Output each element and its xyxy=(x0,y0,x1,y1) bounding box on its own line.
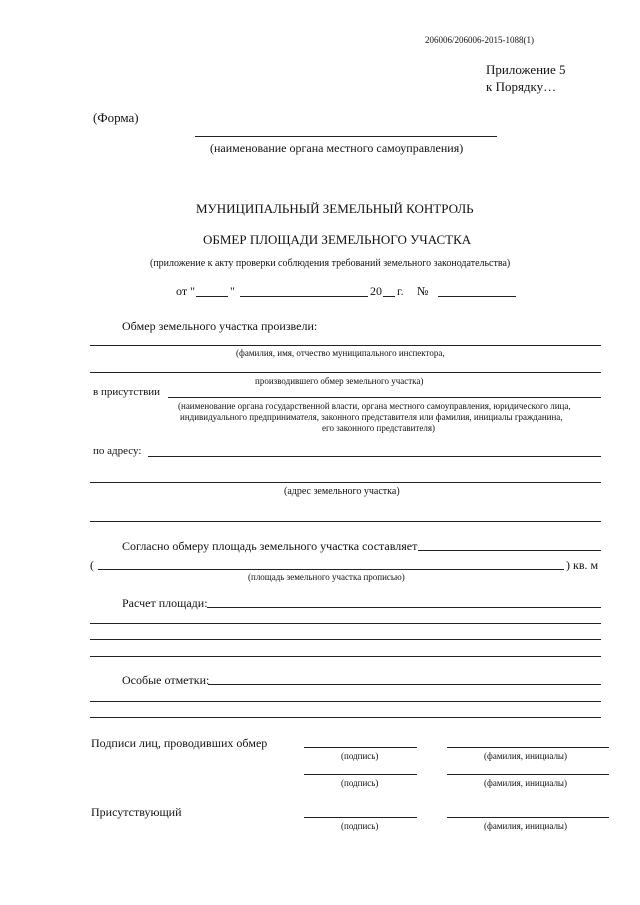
area-open-paren: ( xyxy=(90,558,94,572)
performer1-name-field[interactable] xyxy=(447,747,609,748)
calculation-field-4[interactable] xyxy=(90,656,601,657)
notes-label: Особые отметки: xyxy=(122,673,210,687)
form-label: (Форма) xyxy=(93,110,139,125)
address-field-2[interactable] xyxy=(90,482,601,483)
performer1-signature-field[interactable] xyxy=(304,747,417,748)
area-caption: (площадь земельного участка прописью) xyxy=(248,572,405,582)
performer2-name-caption: (фамилия, инициалы) xyxy=(484,778,567,788)
inspector-caption: (фамилия, имя, отчество муниципального инспектора, xyxy=(236,348,445,358)
present-label: Присутствующий xyxy=(91,805,182,819)
performer2-signature-field[interactable] xyxy=(304,774,417,775)
act-number-field[interactable] xyxy=(438,296,516,297)
inspector-caption-2: производившего обмер земельного участка) xyxy=(255,376,424,386)
presence-caption-2: индивидуального предпринимателя, законного представителя или фамилия, инициалы гражданина, xyxy=(180,412,563,422)
notes-field-3[interactable] xyxy=(90,717,601,718)
present-signature-caption: (подпись) xyxy=(341,821,379,831)
present-signature-field[interactable] xyxy=(304,817,417,818)
authority-caption: (наименование органа местного самоуправления) xyxy=(210,141,464,155)
area-numeric-field[interactable] xyxy=(418,550,601,551)
title-municipal-control: МУНИЦИПАЛЬНЫЙ ЗЕМЕЛЬНЫЙ КОНТРОЛЬ xyxy=(196,201,474,216)
inspector-name-field-2[interactable] xyxy=(90,372,601,373)
performers-signature-label: Подписи лиц, проводивших обмер xyxy=(91,736,268,750)
date-year-suffix: г. xyxy=(397,284,404,298)
appendix-reference: к Порядку… xyxy=(486,79,557,94)
performer1-signature-caption: (подпись) xyxy=(341,751,379,761)
present-name-caption: (фамилия, инициалы) xyxy=(484,821,567,831)
date-month-field[interactable] xyxy=(240,296,368,297)
date-quote-close: " xyxy=(230,284,235,298)
date-from-label: от " xyxy=(176,284,195,298)
presence-label: в присутствии xyxy=(93,386,161,398)
notes-field[interactable] xyxy=(208,684,601,685)
presence-caption-1: (наименование органа государственной власти, органа местного самоуправления, юридического лица, xyxy=(178,401,571,411)
authority-name-line[interactable] xyxy=(195,136,497,137)
performer2-signature-caption: (подпись) xyxy=(341,778,379,788)
title-area-measurement: ОБМЕР ПЛОЩАДИ ЗЕМЕЛЬНОГО УЧАСТКА xyxy=(203,232,472,247)
area-unit: ) кв. м xyxy=(566,558,599,572)
calculation-field-2[interactable] xyxy=(90,623,601,624)
performer1-name-caption: (фамилия, инициалы) xyxy=(484,751,567,761)
area-label: Согласно обмеру площадь земельного участка составляет xyxy=(122,539,418,553)
date-year-prefix: 20 xyxy=(370,284,382,298)
performer2-name-field[interactable] xyxy=(447,774,609,775)
appendix-number: Приложение 5 xyxy=(486,62,566,77)
measured-by-label: Обмер земельного участка произвели: xyxy=(122,319,318,333)
address-caption: (адрес земельного участка) xyxy=(284,486,400,497)
address-field-3[interactable] xyxy=(90,521,601,522)
date-day-field[interactable] xyxy=(196,296,228,297)
date-year-field[interactable] xyxy=(383,296,395,297)
calculation-field-3[interactable] xyxy=(90,639,601,640)
calculation-field[interactable] xyxy=(207,607,601,608)
address-field[interactable] xyxy=(148,456,601,457)
notes-field-2[interactable] xyxy=(90,701,601,702)
inspector-name-field[interactable] xyxy=(90,345,601,346)
address-label: по адресу: xyxy=(93,445,142,457)
area-words-field[interactable] xyxy=(98,569,564,570)
subtitle: (приложение к акту проверки соблюдения требований земельного законодательства) xyxy=(150,258,511,269)
presence-field[interactable] xyxy=(168,397,601,398)
number-sign: № xyxy=(417,284,429,298)
presence-caption-3: его законного представителя) xyxy=(322,423,435,433)
document-code: 206006/206006-2015-1088(1) xyxy=(425,35,534,45)
present-name-field[interactable] xyxy=(447,817,609,818)
calculation-label: Расчет площади: xyxy=(122,596,208,610)
